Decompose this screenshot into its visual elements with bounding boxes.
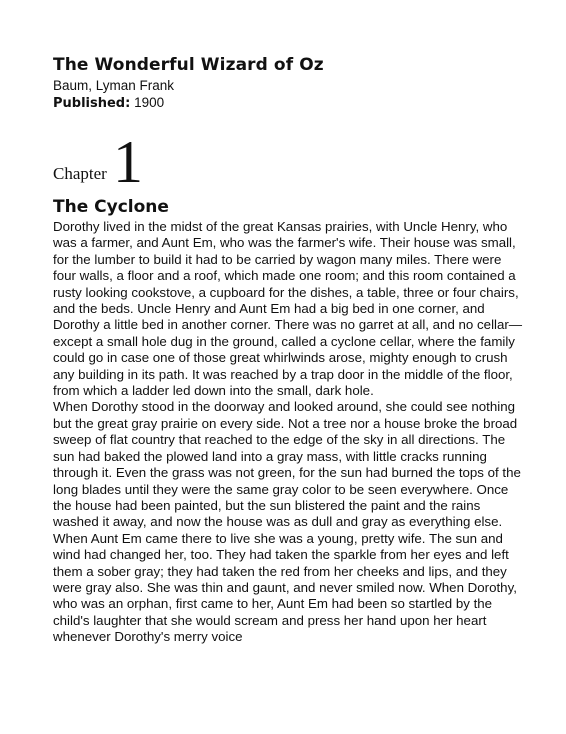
chapter-heading bbox=[53, 129, 523, 195]
chapter-title: The Cyclone bbox=[53, 197, 169, 217]
paragraph: When Dorothy stood in the doorway and looked around, she could see nothing but the great gray prairie on every side. Not a tree nor a house broke the broad sweep of flat country that reached to the edge of the sky in all directions. The sun had baked the plowed land into a gray mass, with little cracks running through it. Even the grass was not green, for the sun had burned the tops of the long blades until they were the same gray color to be seen everywhere. Once the house had been painted, but the sun blistered the paint and the rains washed it away, and now the house was as dull and gray as everything else. bbox=[53, 399, 521, 530]
paragraph: Dorothy lived in the midst of the great Kansas prairies, with Uncle Henry, who was a farmer, and Aunt Em, who was the farmer's wife. Their house was small, for the lumber to build it had to be carried by wagon many miles. There were four walls, a floor and a roof, which made one room; and this room contained a rusty looking cookstove, a cupboard for the dishes, a table, three or four chairs, and the beds. Uncle Henry and Aunt Em had a big bed in one corner, and Dorothy a little bed in another corner. There was no garret at all, and no cellar—except a small hole dug in the ground, called a cyclone cellar, where the family could go in case one of those great whirlwinds arose, mighty enough to crush any building in its path. It was reached by a trap door in the middle of the floor, from which a ladder led down into the small, dark hole. bbox=[53, 219, 523, 399]
book-author: Baum, Lyman Frank bbox=[53, 78, 175, 93]
published-year: 1900 bbox=[134, 95, 165, 110]
paragraph: When Aunt Em came there to live she was a young, pretty wife. The sun and wind had changed her, too. They had taken the sparkle from her eyes and left them a sober gray; they had taken the red from her cheeks and lips, and they were gray also. She was thin and gaunt, and never smiled now. When Dorothy, who was an orphan, first came to her, Aunt Em had been so startled by the child's laughter that she would scream and press her hand upon her heart whenever Dorothy's merry voice bbox=[53, 530, 517, 645]
published-line bbox=[53, 94, 523, 112]
chapter-number: 1 bbox=[113, 129, 143, 195]
chapter-word: Chapter bbox=[53, 164, 107, 183]
document-page bbox=[53, 54, 523, 646]
published-label: Published: bbox=[53, 96, 131, 111]
book-title: The Wonderful Wizard of Oz bbox=[53, 55, 324, 75]
